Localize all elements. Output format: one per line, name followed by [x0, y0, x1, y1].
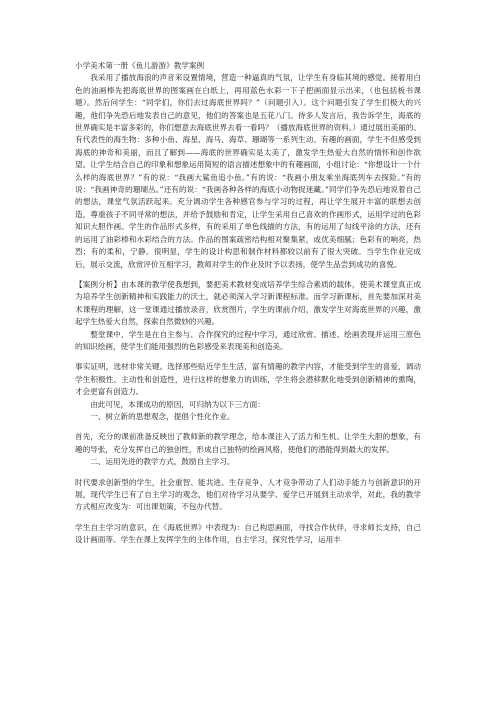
paragraph-gap [75, 423, 421, 431]
paragraph-gap [75, 469, 421, 477]
document-title: 小学美术第一册《鱼儿游游》教学案例 [75, 61, 205, 70]
paragraph-reasons-intro: 由此可见，本课成功的原因，可归纳为以下三方面： [90, 399, 265, 409]
paragraph-facts: 事实证明，选材非常关键。选择那些贴近学生生活，富有情趣的教学内容，才能受到学生的喜爱，调动学生积极性、主动性和创造性，进行这样的想象力的训练，学生将会潜移默化地受到创新精神的熏陶，才会更富有创造力。 [75, 362, 421, 397]
paragraph-case-analysis: 【案例分析】由本课的教学使我想到，要把美术教材变成培养学生综合素质的载体，使美术课堂真正成为培养学生创新精神和实践能力的沃土，就必须深入学习新课程标准。而学习新课标，首先要加深对美术课程的理解，这一堂课通过播放录音，欣赏图片，学生的课前介绍，激发学生对海底世界的兴趣，激起学生热爱大自然，探索自然微妙的兴趣。 [75, 279, 421, 327]
heading-point-one: 一、树立新的思想观念，提倡个性化作业。 [90, 411, 235, 421]
paragraph-gap [75, 514, 421, 522]
paragraph-whole-lesson: 整堂课中，学生是在自主参与、合作探究的过程中学习，通过欣赏、描述、绘画表现并运用三原色的知识绘画，使学生们能用强烈的色彩感受来表现美和创造美。 [75, 329, 421, 351]
paragraph-self-learning: 学生自主学习的意识，在《海底世界》中表现为：自己构思画面，寻找合作伙伴，寻求师长支持，自己设计画面等。学生在课上发挥学生的主体作用，自主学习，探究性学习，运用丰 [75, 522, 421, 545]
paragraph-gap [75, 353, 421, 361]
paragraph-case-description: 我采用了播放海浪的声音来设置情境，营造一种逼真的气氛，让学生有身临其境的感觉。接着用白色的油画棒先把海底世界的图案画在白纸上，再用蓝色水彩一下子把画面显示出来，（也包括板书课题）。然后问学生：“同学们，你们去过海底世界吗？”（问题引入）。这个问题引发了学生们极大的兴趣，他们争先恐后地发表自己的意见，他们的答案也是五花八门。待多人发言后，我告诉学生，海底的世界确实是丰富多彩的，你们想意去海底世界去看一看吗？（播放海底世界的资料。）通过展出美丽的、有代表性的海生物：多种小鱼、海星、海马、海草、珊瑚等一系列生动、有趣的画面，学生不但感受到海底的神奇和美丽，而且了解到——海底的世界确实是太美了，激发学生热爱大自然的情怀和创作欲望。让学生结合自己的印象和想象运用简短的语言描述想象中的有趣画面，小组讨论：“你想设计一个什么样的海底世界？”有的说：“我画大鲨鱼追小鱼。”有的说：“我画小朋友乘坐海底列车去探险。”有的说：“我画神奇的珊瑚丛。”还有的说：“我画各种各样的海底小动物捉迷藏。”同学们争先恐后地说着自己的想法，课堂气氛活跃起来。充分调动学生各种感官参与学习的过程，再让学生展开丰富的联想去创造，尊重孩子不同寻常的想法，并给予鼓励和肯定，让学生采用自己喜欢的作画形式，运用学过的色彩知识大胆作画。学生的作品形式多样，有的采用了单色线描的方法，有的运用了勾线平涂的方法，还有的运用了油彩棒和水彩结合的方法。作品的图案疏密结构相对聚集紧，或优美细腻；色彩有的响亮，热烈；有的柔和，宁静。很明显，学生的设计构思和制作材料都较以前有了很大突破。当学生作业完成后，展示交流，欣赏评价互相学习，教师对学生的作业及时予以表扬，使学生品尝到成功的喜悦。 [75, 73, 421, 269]
paragraph-point-one-body: 首先，充分的课前准备反映出了教师新的教学理念，给本课注入了活力和生机。让学生大胆的想象，有趣的导张，充分发挥自己的独创性，形成自己独特的绘画风格，使他们的潜能得到最大的发挥。 [75, 432, 421, 454]
paragraph-point-two-body: 时代要求创新型的学生，社会重智、能共进、生存竞争、人才竞争带动了人们动手能力与创新意识的开展，现代学生已有了自主学习的观念，他们对待学习从要学、爱学已开展到主动求学，对此，我的教学方式相应改变为：可出课划策，不包办代替。 [75, 477, 421, 512]
document-body [75, 60, 421, 547]
heading-point-two: 二、运用先进的教学方式，鼓励自主学习。 [90, 457, 235, 467]
paragraph-gap [75, 271, 421, 279]
